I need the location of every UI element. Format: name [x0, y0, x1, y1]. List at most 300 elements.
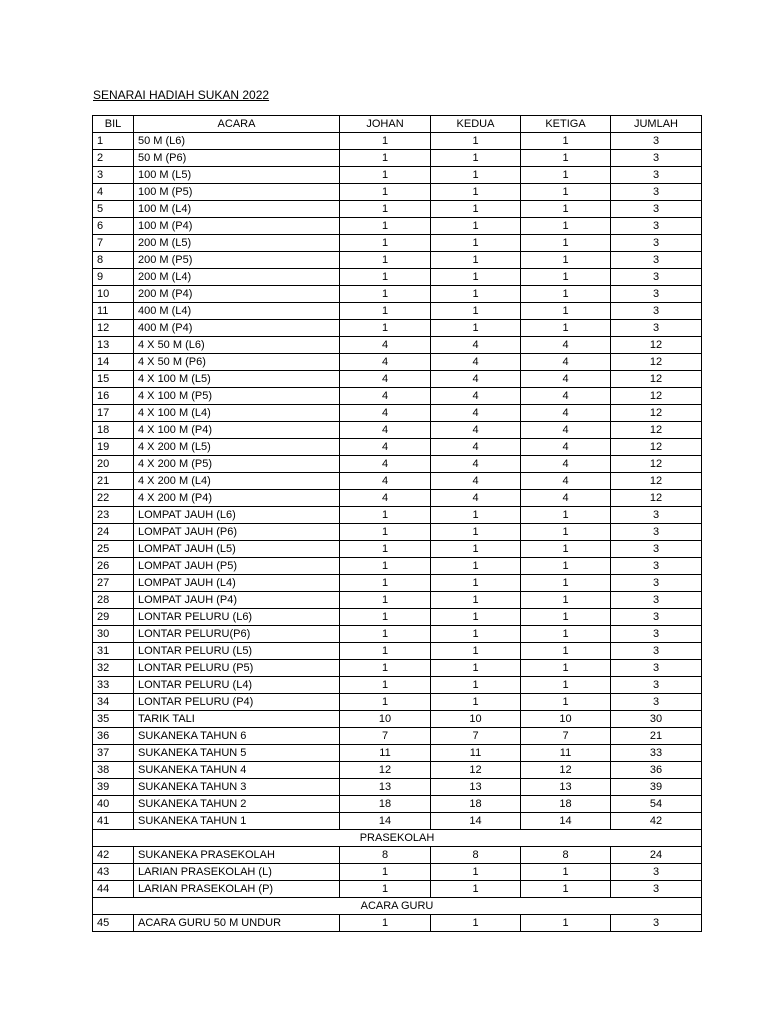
cell-acara: 4 X 200 M (P4)	[134, 490, 340, 507]
cell-bil: 31	[93, 643, 134, 660]
cell-kedua: 4	[431, 490, 521, 507]
cell-jumlah: 12	[611, 354, 702, 371]
cell-johan: 4	[340, 456, 431, 473]
cell-johan: 4	[340, 422, 431, 439]
cell-jumlah: 3	[611, 201, 702, 218]
table-row	[93, 694, 702, 711]
cell-acara: SUKANEKA TAHUN 3	[134, 779, 340, 796]
cell-johan: 1	[340, 643, 431, 660]
cell-johan: 4	[340, 405, 431, 422]
cell-jumlah: 3	[611, 881, 702, 898]
cell-kedua: 1	[431, 507, 521, 524]
cell-johan: 4	[340, 337, 431, 354]
cell-ketiga: 1	[521, 320, 611, 337]
cell-ketiga: 1	[521, 133, 611, 150]
cell-jumlah: 42	[611, 813, 702, 830]
cell-bil: 6	[93, 218, 134, 235]
cell-johan: 1	[340, 915, 431, 932]
table-row	[93, 167, 702, 184]
cell-kedua: 12	[431, 762, 521, 779]
table-row	[93, 473, 702, 490]
cell-ketiga: 1	[521, 643, 611, 660]
cell-johan: 4	[340, 439, 431, 456]
cell-kedua: 1	[431, 201, 521, 218]
cell-kedua: 1	[431, 626, 521, 643]
cell-ketiga: 1	[521, 167, 611, 184]
table-row	[93, 626, 702, 643]
cell-johan: 1	[340, 235, 431, 252]
cell-kedua: 1	[431, 575, 521, 592]
cell-ketiga: 11	[521, 745, 611, 762]
table-header-row	[93, 116, 702, 133]
cell-bil: 22	[93, 490, 134, 507]
cell-ketiga: 4	[521, 490, 611, 507]
cell-bil: 15	[93, 371, 134, 388]
cell-jumlah: 39	[611, 779, 702, 796]
cell-jumlah: 3	[611, 524, 702, 541]
cell-jumlah: 12	[611, 371, 702, 388]
cell-johan: 11	[340, 745, 431, 762]
cell-bil: 36	[93, 728, 134, 745]
cell-bil: 21	[93, 473, 134, 490]
prize-table	[92, 115, 702, 932]
cell-bil: 18	[93, 422, 134, 439]
cell-kedua: 1	[431, 133, 521, 150]
cell-acara: 4 X 200 M (L5)	[134, 439, 340, 456]
cell-ketiga: 14	[521, 813, 611, 830]
cell-johan: 1	[340, 609, 431, 626]
cell-kedua: 1	[431, 915, 521, 932]
cell-acara: 200 M (L4)	[134, 269, 340, 286]
cell-jumlah: 3	[611, 150, 702, 167]
cell-bil: 1	[93, 133, 134, 150]
cell-kedua: 1	[431, 150, 521, 167]
cell-jumlah: 3	[611, 218, 702, 235]
cell-kedua: 1	[431, 320, 521, 337]
cell-bil: 42	[93, 847, 134, 864]
cell-kedua: 4	[431, 388, 521, 405]
cell-johan: 1	[340, 881, 431, 898]
cell-kedua: 4	[431, 371, 521, 388]
cell-ketiga: 8	[521, 847, 611, 864]
cell-ketiga: 1	[521, 626, 611, 643]
cell-bil: 12	[93, 320, 134, 337]
cell-kedua: 8	[431, 847, 521, 864]
header-bil: BIL	[93, 116, 134, 133]
table-row	[93, 745, 702, 762]
cell-ketiga: 4	[521, 439, 611, 456]
cell-ketiga: 1	[521, 303, 611, 320]
table-row	[93, 728, 702, 745]
cell-kedua: 1	[431, 218, 521, 235]
cell-jumlah: 12	[611, 473, 702, 490]
cell-jumlah: 30	[611, 711, 702, 728]
cell-bil: 40	[93, 796, 134, 813]
cell-jumlah: 12	[611, 490, 702, 507]
section-label: PRASEKOLAH	[93, 830, 702, 847]
cell-jumlah: 36	[611, 762, 702, 779]
cell-kedua: 18	[431, 796, 521, 813]
cell-jumlah: 3	[611, 558, 702, 575]
cell-ketiga: 7	[521, 728, 611, 745]
cell-kedua: 4	[431, 456, 521, 473]
cell-ketiga: 4	[521, 337, 611, 354]
cell-bil: 25	[93, 541, 134, 558]
table-row	[93, 524, 702, 541]
cell-ketiga: 1	[521, 524, 611, 541]
cell-kedua: 4	[431, 337, 521, 354]
cell-acara: LONTAR PELURU(P6)	[134, 626, 340, 643]
cell-johan: 1	[340, 507, 431, 524]
cell-bil: 8	[93, 252, 134, 269]
header-johan: JOHAN	[340, 116, 431, 133]
cell-bil: 16	[93, 388, 134, 405]
cell-jumlah: 3	[611, 133, 702, 150]
cell-jumlah: 3	[611, 286, 702, 303]
cell-acara: 100 M (P4)	[134, 218, 340, 235]
cell-acara: 200 M (P4)	[134, 286, 340, 303]
cell-jumlah: 3	[611, 507, 702, 524]
cell-acara: 100 M (L5)	[134, 167, 340, 184]
cell-jumlah: 3	[611, 252, 702, 269]
table-row	[93, 133, 702, 150]
cell-kedua: 13	[431, 779, 521, 796]
cell-johan: 1	[340, 864, 431, 881]
cell-jumlah: 3	[611, 235, 702, 252]
cell-acara: 4 X 50 M (L6)	[134, 337, 340, 354]
cell-ketiga: 10	[521, 711, 611, 728]
cell-acara: LARIAN PRASEKOLAH (P)	[134, 881, 340, 898]
cell-jumlah: 3	[611, 660, 702, 677]
cell-ketiga: 1	[521, 507, 611, 524]
cell-acara: 4 X 50 M (P6)	[134, 354, 340, 371]
cell-kedua: 1	[431, 881, 521, 898]
cell-jumlah: 3	[611, 541, 702, 558]
cell-johan: 1	[340, 320, 431, 337]
cell-johan: 4	[340, 371, 431, 388]
cell-johan: 10	[340, 711, 431, 728]
table-row	[93, 422, 702, 439]
section-label: ACARA GURU	[93, 898, 702, 915]
cell-bil: 26	[93, 558, 134, 575]
table-row	[93, 864, 702, 881]
cell-acara: SUKANEKA TAHUN 2	[134, 796, 340, 813]
cell-bil: 23	[93, 507, 134, 524]
cell-bil: 38	[93, 762, 134, 779]
cell-bil: 9	[93, 269, 134, 286]
cell-johan: 1	[340, 201, 431, 218]
cell-acara: 400 M (L4)	[134, 303, 340, 320]
cell-ketiga: 1	[521, 252, 611, 269]
cell-kedua: 7	[431, 728, 521, 745]
cell-johan: 1	[340, 252, 431, 269]
cell-bil: 13	[93, 337, 134, 354]
cell-johan: 1	[340, 167, 431, 184]
table-row	[93, 779, 702, 796]
cell-ketiga: 18	[521, 796, 611, 813]
table-row	[93, 677, 702, 694]
cell-bil: 17	[93, 405, 134, 422]
table-row	[93, 337, 702, 354]
cell-acara: 100 M (L4)	[134, 201, 340, 218]
cell-bil: 5	[93, 201, 134, 218]
cell-jumlah: 12	[611, 422, 702, 439]
table-row	[93, 592, 702, 609]
cell-ketiga: 1	[521, 694, 611, 711]
cell-ketiga: 1	[521, 609, 611, 626]
table-row	[93, 847, 702, 864]
cell-acara: LONTAR PELURU (L5)	[134, 643, 340, 660]
cell-jumlah: 12	[611, 388, 702, 405]
cell-acara: SUKANEKA TAHUN 4	[134, 762, 340, 779]
cell-ketiga: 1	[521, 558, 611, 575]
table-row	[93, 575, 702, 592]
cell-acara: LOMPAT JAUH (L6)	[134, 507, 340, 524]
section-row	[93, 830, 702, 847]
cell-acara: LOMPAT JAUH (L4)	[134, 575, 340, 592]
header-acara: ACARA	[134, 116, 340, 133]
cell-jumlah: 3	[611, 643, 702, 660]
cell-ketiga: 1	[521, 864, 611, 881]
table-row	[93, 320, 702, 337]
cell-ketiga: 4	[521, 388, 611, 405]
cell-johan: 1	[340, 303, 431, 320]
cell-acara: LONTAR PELURU (L4)	[134, 677, 340, 694]
cell-kedua: 1	[431, 269, 521, 286]
cell-ketiga: 12	[521, 762, 611, 779]
cell-acara: LOMPAT JAUH (P5)	[134, 558, 340, 575]
cell-jumlah: 3	[611, 303, 702, 320]
cell-kedua: 1	[431, 167, 521, 184]
cell-johan: 4	[340, 473, 431, 490]
cell-jumlah: 3	[611, 915, 702, 932]
table-row	[93, 303, 702, 320]
table-row	[93, 354, 702, 371]
cell-bil: 32	[93, 660, 134, 677]
cell-acara: SUKANEKA TAHUN 1	[134, 813, 340, 830]
cell-bil: 2	[93, 150, 134, 167]
cell-ketiga: 1	[521, 201, 611, 218]
cell-jumlah: 3	[611, 167, 702, 184]
cell-ketiga: 1	[521, 575, 611, 592]
cell-ketiga: 4	[521, 456, 611, 473]
table-row	[93, 541, 702, 558]
cell-kedua: 4	[431, 422, 521, 439]
header-ketiga: KETIGA	[521, 116, 611, 133]
cell-ketiga: 1	[521, 592, 611, 609]
table-row	[93, 456, 702, 473]
cell-johan: 1	[340, 677, 431, 694]
cell-acara: 4 X 200 M (L4)	[134, 473, 340, 490]
cell-jumlah: 3	[611, 677, 702, 694]
cell-johan: 13	[340, 779, 431, 796]
table-row	[93, 558, 702, 575]
table-row	[93, 490, 702, 507]
table-row	[93, 439, 702, 456]
table-row	[93, 235, 702, 252]
cell-bil: 33	[93, 677, 134, 694]
cell-acara: TARIK TALI	[134, 711, 340, 728]
cell-johan: 18	[340, 796, 431, 813]
cell-kedua: 14	[431, 813, 521, 830]
cell-jumlah: 21	[611, 728, 702, 745]
cell-kedua: 4	[431, 473, 521, 490]
cell-acara: LARIAN PRASEKOLAH (L)	[134, 864, 340, 881]
table-row	[93, 711, 702, 728]
cell-bil: 35	[93, 711, 134, 728]
cell-kedua: 1	[431, 252, 521, 269]
cell-johan: 1	[340, 660, 431, 677]
cell-kedua: 1	[431, 558, 521, 575]
cell-ketiga: 4	[521, 405, 611, 422]
cell-acara: 400 M (P4)	[134, 320, 340, 337]
cell-acara: 200 M (L5)	[134, 235, 340, 252]
cell-bil: 7	[93, 235, 134, 252]
cell-kedua: 4	[431, 354, 521, 371]
cell-acara: LONTAR PELURU (P4)	[134, 694, 340, 711]
cell-bil: 44	[93, 881, 134, 898]
cell-ketiga: 1	[521, 218, 611, 235]
table-row	[93, 388, 702, 405]
cell-jumlah: 54	[611, 796, 702, 813]
cell-kedua: 1	[431, 524, 521, 541]
cell-johan: 1	[340, 524, 431, 541]
table-row	[93, 269, 702, 286]
cell-kedua: 1	[431, 864, 521, 881]
table-row	[93, 150, 702, 167]
cell-bil: 20	[93, 456, 134, 473]
table-row	[93, 286, 702, 303]
cell-ketiga: 1	[521, 541, 611, 558]
cell-johan: 1	[340, 558, 431, 575]
cell-jumlah: 12	[611, 337, 702, 354]
cell-johan: 12	[340, 762, 431, 779]
cell-bil: 34	[93, 694, 134, 711]
cell-jumlah: 3	[611, 626, 702, 643]
cell-johan: 1	[340, 150, 431, 167]
cell-ketiga: 1	[521, 286, 611, 303]
cell-johan: 1	[340, 626, 431, 643]
cell-ketiga: 1	[521, 677, 611, 694]
cell-jumlah: 3	[611, 320, 702, 337]
cell-ketiga: 1	[521, 235, 611, 252]
cell-ketiga: 1	[521, 269, 611, 286]
cell-ketiga: 1	[521, 915, 611, 932]
document-title: SENARAI HADIAH SUKAN 2022	[93, 88, 270, 102]
cell-acara: 4 X 100 M (P4)	[134, 422, 340, 439]
table-row	[93, 201, 702, 218]
cell-jumlah: 3	[611, 269, 702, 286]
cell-jumlah: 12	[611, 439, 702, 456]
table-row	[93, 218, 702, 235]
cell-bil: 4	[93, 184, 134, 201]
cell-bil: 3	[93, 167, 134, 184]
cell-johan: 1	[340, 269, 431, 286]
table-row	[93, 660, 702, 677]
cell-johan: 7	[340, 728, 431, 745]
cell-ketiga: 4	[521, 422, 611, 439]
table-row	[93, 881, 702, 898]
cell-jumlah: 3	[611, 694, 702, 711]
table-row	[93, 405, 702, 422]
cell-kedua: 10	[431, 711, 521, 728]
table-row	[93, 371, 702, 388]
cell-kedua: 1	[431, 286, 521, 303]
cell-acara: 50 M (P6)	[134, 150, 340, 167]
cell-jumlah: 3	[611, 864, 702, 881]
cell-acara: LOMPAT JAUH (L5)	[134, 541, 340, 558]
cell-ketiga: 13	[521, 779, 611, 796]
cell-johan: 1	[340, 541, 431, 558]
cell-jumlah: 24	[611, 847, 702, 864]
table-body	[93, 133, 702, 932]
cell-acara: 200 M (P5)	[134, 252, 340, 269]
cell-acara: 100 M (P5)	[134, 184, 340, 201]
cell-johan: 4	[340, 490, 431, 507]
cell-acara: 4 X 100 M (P5)	[134, 388, 340, 405]
cell-kedua: 1	[431, 592, 521, 609]
cell-ketiga: 4	[521, 473, 611, 490]
table-row	[93, 609, 702, 626]
cell-acara: SUKANEKA TAHUN 6	[134, 728, 340, 745]
cell-jumlah: 3	[611, 592, 702, 609]
table-row	[93, 507, 702, 524]
cell-kedua: 1	[431, 303, 521, 320]
cell-kedua: 1	[431, 694, 521, 711]
cell-ketiga: 1	[521, 660, 611, 677]
cell-acara: 4 X 100 M (L4)	[134, 405, 340, 422]
cell-bil: 45	[93, 915, 134, 932]
cell-kedua: 1	[431, 541, 521, 558]
cell-jumlah: 3	[611, 184, 702, 201]
cell-johan: 1	[340, 592, 431, 609]
cell-johan: 1	[340, 575, 431, 592]
cell-kedua: 1	[431, 643, 521, 660]
cell-bil: 39	[93, 779, 134, 796]
cell-acara: 50 M (L6)	[134, 133, 340, 150]
cell-johan: 4	[340, 354, 431, 371]
cell-kedua: 1	[431, 609, 521, 626]
cell-bil: 10	[93, 286, 134, 303]
cell-acara: LONTAR PELURU (L6)	[134, 609, 340, 626]
header-jumlah: JUMLAH	[611, 116, 702, 133]
cell-acara: LOMPAT JAUH (P4)	[134, 592, 340, 609]
cell-ketiga: 1	[521, 184, 611, 201]
cell-johan: 1	[340, 133, 431, 150]
cell-acara: SUKANEKA TAHUN 5	[134, 745, 340, 762]
cell-johan: 1	[340, 694, 431, 711]
cell-acara: SUKANEKA PRASEKOLAH	[134, 847, 340, 864]
cell-johan: 1	[340, 286, 431, 303]
cell-acara: 4 X 200 M (P5)	[134, 456, 340, 473]
cell-bil: 43	[93, 864, 134, 881]
cell-kedua: 1	[431, 660, 521, 677]
cell-bil: 19	[93, 439, 134, 456]
cell-bil: 27	[93, 575, 134, 592]
cell-kedua: 11	[431, 745, 521, 762]
table-row	[93, 643, 702, 660]
header-kedua: KEDUA	[431, 116, 521, 133]
cell-bil: 30	[93, 626, 134, 643]
cell-bil: 28	[93, 592, 134, 609]
cell-jumlah: 12	[611, 405, 702, 422]
cell-bil: 37	[93, 745, 134, 762]
cell-acara: LONTAR PELURU (P5)	[134, 660, 340, 677]
cell-johan: 1	[340, 184, 431, 201]
table-row	[93, 184, 702, 201]
cell-acara: ACARA GURU 50 M UNDUR	[134, 915, 340, 932]
cell-kedua: 4	[431, 405, 521, 422]
